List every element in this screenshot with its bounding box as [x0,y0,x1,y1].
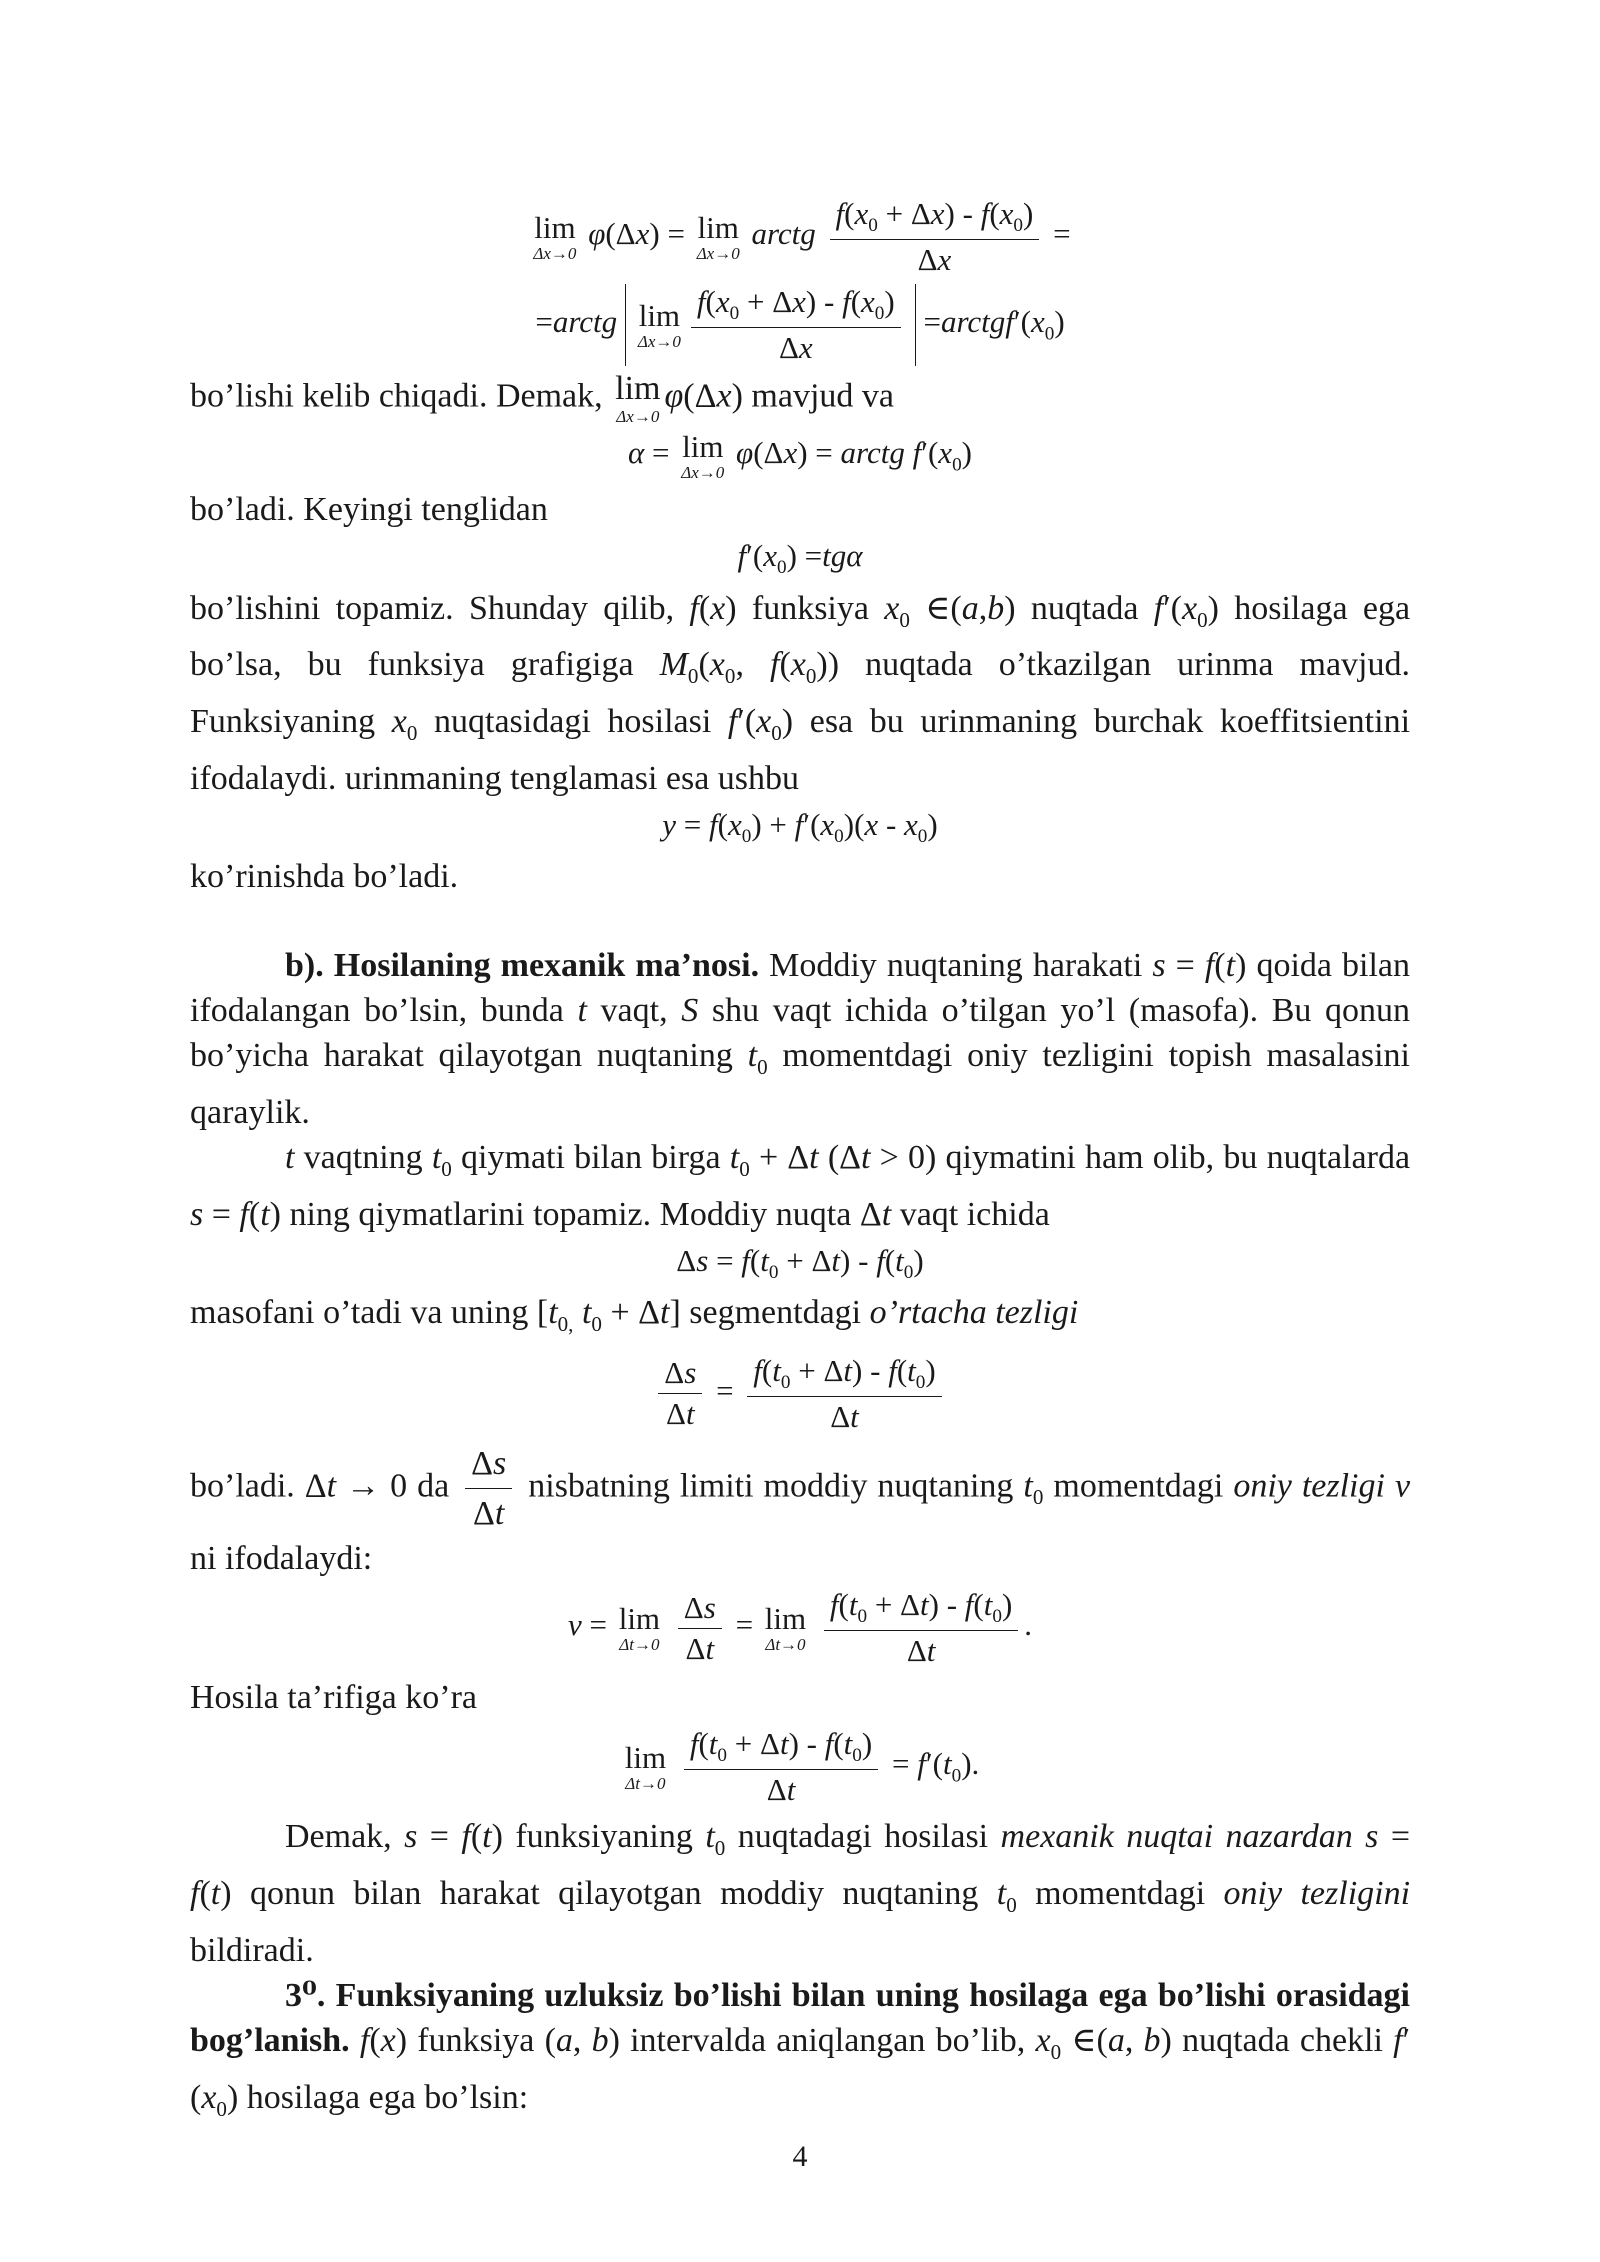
paragraph-urinma: bo’lishini topamiz. Shunday qilib, f(x) funksiya $x_0$ ∈(a,b) nuqtada $f'(x_0)$ hosilaga ega bo’lsa, bu funksiya grafigiga $M_0(x_0$, $f(x_0)$) nuqtada o’tkazilgan urinma mavjud. Funksiyaning $x_0$ nuqtasidagi hosilasi $f'(x_0)$ esa bu urinmaning burchak koeffitsientini ifodalaydi. urinmaning tenglamasi esa ushbu [190,589,1411,797]
equation-velocity: v = lim Δt→0 $\frac{\Delta s}{\Delta t}$ = lim Δt→0 $\frac{f(t_0 + \Delta t) - f(t_0)}{\Delta t}$ . [567,1586,1033,1669]
section-heading-b: b). Hosilaning mexanik ma’nosi. [285,947,760,985]
equation-arctg: =arctg lim Δx→0 $\frac{f(x_0 + \Delta x) - f(x_0)}{\Delta x}$ $=arctgf'(x_0)$ [535,284,1065,366]
page-number: 4 [792,2140,808,2173]
paragraph-mexanik: b). Hosilaning mexanik ma’nosi. Moddiy nuqtaning harakati s = f(t) qoida bilan ifodalangan bo’lsin, bunda t vaqt, S shu vaqt ichida o’tilgan yo’l (masofa). Bu qonun bo’yicha harakat qilayotgan nuqtaning $t_0$ momentdagi oniy tezligini topish masalasini qaraylik. [190,947,1411,1131]
equation-alpha: α = lim Δx→0 φ(Δx) = arctg $f'(x_0)$ [627,429,972,483]
paragraph-oniy: bo’ladi. Δt → 0 da $\frac{\Delta s}{\Delta t}$ nisbatning limiti moddiy nuqtaning $t_0$ momentdagi oniy tezligi v ni ifodalaydi: [190,1441,1410,1581]
equation-limit-phi: lim Δx→0 φ(Δx) = lim Δx→0 arctg $\frac{f(x_0 + \Delta x) - f(x_0)}{\Delta x}$ = [533,196,1071,278]
equation-tg-alpha: $f'(x_0) =tg\alpha$ [737,538,863,579]
equation-tangent: $y = f(x_0) + f'(x_0)(x - x_0)$ [662,806,938,848]
paragraph-uzluksiz: 3⁰. Funksiyaning uzluksiz bo’lishi bilan uning hosilaga ega bo’lishi orasidagi bog’lanish. f(x) funksiya (a, b) intervalda aniqlangan bo’lib, $x_0$ ∈(a, b) nuqtada chekli $f'(x_0)$ hosilaga ega bo’lsin: [190,1976,1411,2121]
section-heading-3: 3⁰. Funksiyaning uzluksiz bo’lishi bilan uning hosilaga ega bo’lishi orasidagi bog’lanish. [190,1976,1410,2059]
paragraph-demak-mexanik: Demak, s = f(t) funksiyaning $t_0$ nuqtadagi hosilasi mexanik nuqtai nazardan s = f(t) qonun bilan harakat qilayotgan moddiy nuqtaning $t_0$ momentdagi oniy tezligini bildiradi. [190,1818,1411,1969]
document-page [190,190,1410,2131]
paragraph-masofa: masofani o’tadi va uning [$t_{0,}$ $t_0 + \Delta t$] segmentdagi o’rtacha tezligi [190,1293,1079,1336]
equation-derivative: lim Δt→0 $\frac{f(t_0 + \Delta t) - f(t_0)}{\Delta t}$ = $f'(t_0)$. [624,1726,980,1808]
equation-average-speed: $\frac{\Delta s}{\Delta t}$ = $\frac{f(t_0 + \Delta t) - f(t_0)}{\Delta t}$ [190,1353,1410,1435]
paragraph-vaqt: t vaqtning $t_0$ qiymati bilan birga $t_0 + \Delta t$ (Δt > 0) qiymatini ham olib, bu nuqtalarda s = f(t) ning qiymatlarini topamiz. Moddiy nuqta Δt vaqt ichida [190,1138,1411,1233]
paragraph-keyingi: bo’ladi. Keyingi tenglidan [190,491,548,529]
paragraph-hosila-tarifi: Hosila ta’rifiga ko’ra [190,1679,477,1717]
paragraph-demak: bo’lishi kelib chiqadi. Demak, lim Δx→0 φ(Δx) mavjud va [190,370,894,427]
equation-delta-s: $\Delta s = f(t_0 + \Delta t) - f(t_0)$ [676,1242,924,1283]
paragraph-korinishda: ko’rinishda bo’ladi. [190,858,459,896]
